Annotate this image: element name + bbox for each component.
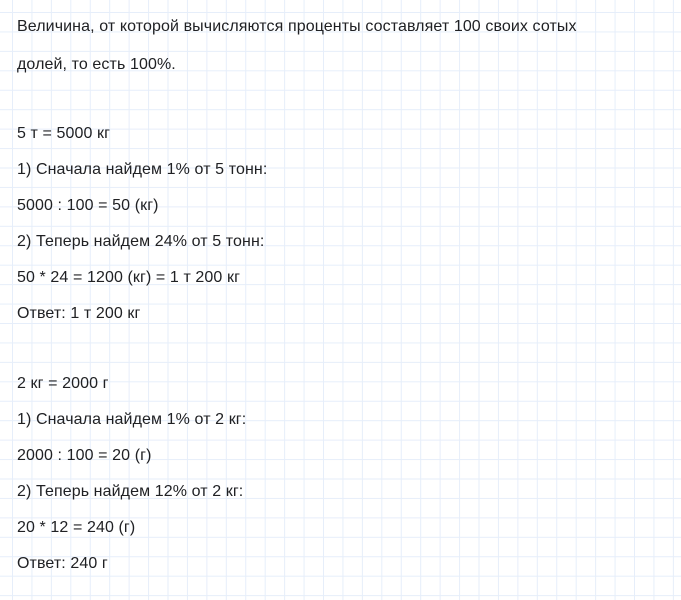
problem1-step2-label: 2) Теперь найдем 24% от 5 тонн: [17,233,265,250]
problem2-step1-calc: 2000 : 100 = 20 (г) [17,447,152,464]
problem1-step1-calc: 5000 : 100 = 50 (кг) [17,197,159,214]
problem1-conversion: 5 т = 5000 кг [17,125,111,142]
intro-line-2: долей, то есть 100%. [17,56,176,73]
problem2-answer: Ответ: 240 г [17,555,108,572]
problem1-step1-label: 1) Сначала найдем 1% от 5 тонн: [17,161,268,178]
problem2-step1-label: 1) Сначала найдем 1% от 2 кг: [17,411,247,428]
problem1-step2-calc: 50 * 24 = 1200 (кг) = 1 т 200 кг [17,269,241,286]
intro-line-1: Величина, от которой вычисляются проценты составляет 100 своих сотых [17,18,577,35]
problem1-answer: Ответ: 1 т 200 кг [17,305,141,322]
problem2-step2-label: 2) Теперь найдем 12% от 2 кг: [17,483,244,500]
problem2-conversion: 2 кг = 2000 г [17,375,109,392]
problem2-step2-calc: 20 * 12 = 240 (г) [17,519,136,536]
